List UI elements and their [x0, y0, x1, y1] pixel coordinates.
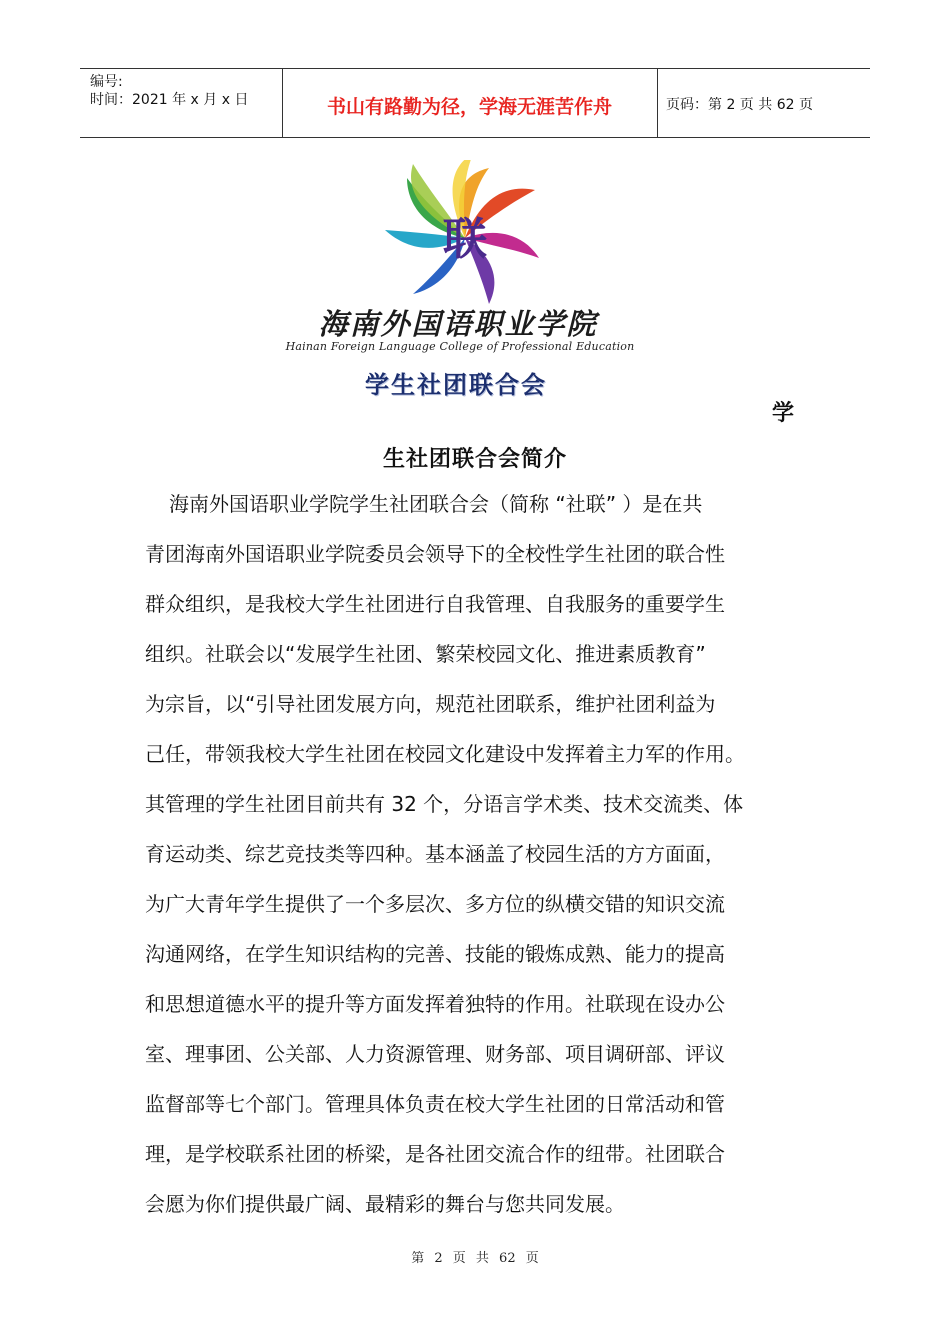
- body-line: 沟通网络，在学生知识结构的完善、技能的锻炼成熟、能力的提高: [145, 942, 725, 966]
- body-line: 群众组织，是我校大学生社团进行自我管理、自我服务的重要学生: [145, 592, 725, 616]
- document-time-label: 时间：2021 年 x 月 x 日: [90, 92, 249, 108]
- body-line: 育运动类、综艺竞技类等四种。基本涵盖了校园生活的方方面面，: [145, 842, 725, 866]
- body-line: 其管理的学生社团目前共有 32 个，分语言学术类、技术交流类、体: [145, 792, 744, 816]
- body-line: 会愿为你们提供最广阔、最精彩的舞台与您共同发展。: [145, 1192, 625, 1216]
- body-line: 监督部等七个部门。管理具体负责在校大学生社团的日常活动和管: [145, 1092, 725, 1116]
- header-left-cell: [80, 69, 283, 137]
- body-line: 为广大青年学生提供了一个多层次、多方位的纵横交错的知识交流: [145, 892, 725, 916]
- header-page-info: 页码：第 2 页 共 62 页: [666, 97, 813, 113]
- emblem-character: 联: [443, 214, 487, 265]
- page-footer: 第 2 页 共 62 页: [411, 1251, 539, 1266]
- body-line: 室、理事团、公关部、人力资源管理、财务部、项目调研部、评议: [145, 1042, 725, 1066]
- document-number-label: 编号:: [90, 74, 123, 90]
- header-motto-cell: [282, 69, 658, 137]
- body-line: 理，是学校联系社团的桥梁，是各社团交流合作的纽带。社团联合: [145, 1142, 725, 1166]
- body-line: 己任，带领我校大学生社团在校园文化建设中发挥着主力军的作用。: [145, 742, 745, 766]
- header-motto: 书山有路勤为径，学海无涯苦作舟: [326, 96, 612, 118]
- header-page-cell: [658, 69, 870, 137]
- pinwheel-emblem-icon: [280, 160, 650, 310]
- body-line: 为宗旨，以“引导社团发展方向，规范社团联系，维护社团利益为: [145, 692, 716, 716]
- college-name-en: Hainan Foreign Language College of Professional Education: [285, 340, 635, 353]
- body-line: 海南外国语职业学院学生社团联合会（简称 “社联” ）是在共: [169, 492, 703, 516]
- body-line: 和思想道德水平的提升等方面发挥着独特的作用。社联现在设办公: [145, 992, 725, 1016]
- body-line: 青团海南外国语职业学院委员会领导下的全校性学生社团的联合性: [145, 542, 725, 566]
- header-table: [80, 68, 870, 138]
- document-title: 生社团联合会简介: [382, 447, 567, 472]
- college-name-cn: 海南外国语职业学院: [318, 307, 598, 341]
- union-name-badge: 学生社团联合会: [365, 371, 547, 399]
- body-line: 组织。社联会以“发展学生社团、繁荣校园文化、推进素质教育”: [145, 642, 706, 666]
- title-trailing-char: 学: [772, 401, 795, 426]
- union-logo: [280, 160, 650, 410]
